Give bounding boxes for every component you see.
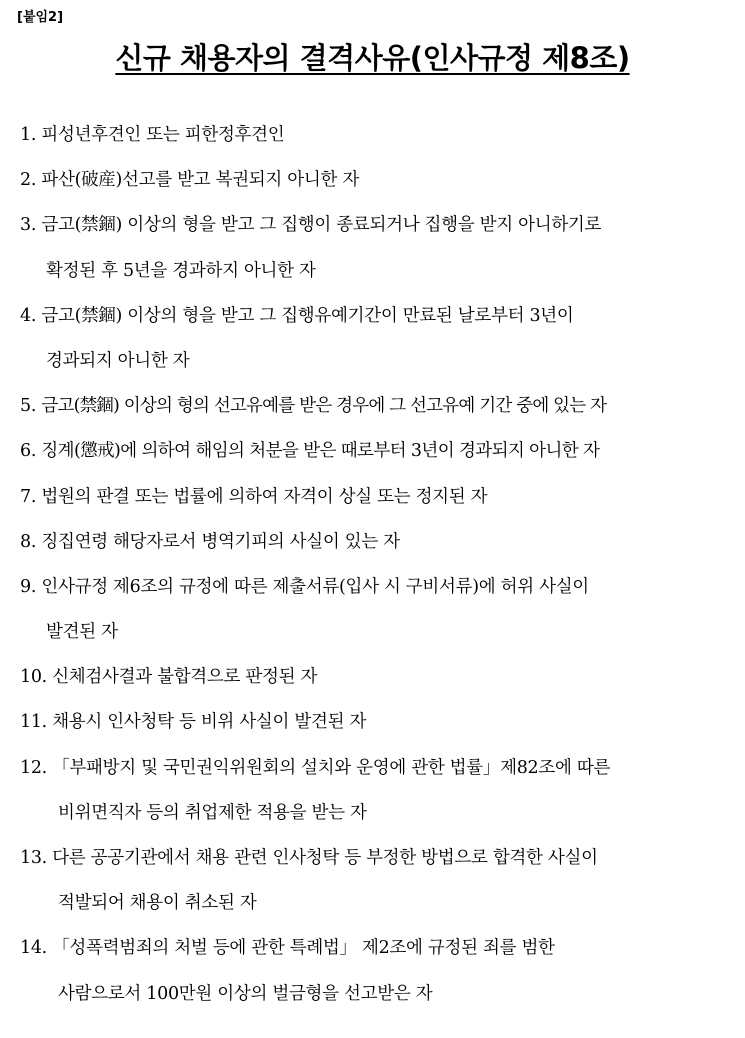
list-item-line [20, 482, 735, 527]
item-number: 11. [20, 712, 47, 733]
list-item-line [20, 843, 735, 888]
item-number: 2. [20, 170, 37, 191]
item-number: 5. [20, 396, 37, 417]
list-item [20, 391, 735, 436]
attachment-tag: [붙임2] [17, 10, 64, 25]
item-text: 인사규정 제6조의 규정에 따른 제출서류(입사 시 구비서류)에 허위 사실이 [41, 576, 589, 597]
list-item [20, 482, 735, 527]
disqualification-list [20, 120, 735, 1024]
list-item-line [20, 753, 735, 798]
item-number: 6. [20, 441, 37, 462]
item-number: 13. [20, 848, 47, 868]
item-text: 사람으로서 100만원 이상의 벌금형을 선고받은 자 [58, 983, 433, 1004]
item-number: 10. [20, 667, 47, 688]
list-item-continuation [20, 888, 735, 933]
item-text: 법원의 판결 또는 법률에 의하여 자격이 상실 또는 정지된 자 [41, 486, 488, 507]
list-item-continuation [20, 346, 735, 391]
item-text: 채용시 인사청탁 등 비위 사실이 발견된 자 [52, 712, 367, 733]
list-item [20, 933, 735, 1023]
list-item [20, 301, 735, 391]
list-item [20, 707, 735, 752]
item-text: 금고(禁錮) 이상의 형을 받고 그 집행이 종료되거나 집행을 받지 아니하기로 [41, 215, 602, 236]
list-item [20, 210, 735, 300]
list-item-continuation [20, 256, 735, 301]
list-item-line [20, 572, 735, 617]
item-text: 다른 공공기관에서 채용 관련 인사청탁 등 부정한 방법으로 합격한 사실이 [52, 848, 598, 868]
item-number: 9. [20, 576, 37, 597]
item-number: 3. [20, 215, 37, 236]
list-item [20, 436, 735, 481]
list-item-line [20, 165, 735, 210]
list-item-continuation [20, 979, 735, 1024]
list-item [20, 753, 735, 843]
item-text: 적발되어 채용이 취소된 자 [58, 893, 257, 914]
item-number: 1. [20, 125, 37, 145]
item-text: 발견된 자 [46, 622, 118, 643]
list-item-line [20, 527, 735, 572]
list-item-line [20, 707, 735, 752]
item-number: 12. [20, 757, 47, 778]
item-number: 8. [20, 531, 37, 552]
item-text: 확정된 후 5년을 경과하지 아니한 자 [46, 260, 316, 281]
list-item [20, 527, 735, 572]
item-text: 징집연령 해당자로서 병역기피의 사실이 있는 자 [41, 531, 400, 552]
item-number: 7. [20, 486, 37, 507]
item-text: 비위면직자 등의 취업제한 적용을 받는 자 [58, 802, 367, 823]
item-text: 「부패방지 및 국민권익위원회의 설치와 운영에 관한 법률」제82조에 따른 [52, 757, 611, 778]
item-number: 4. [20, 305, 37, 326]
list-item [20, 662, 735, 707]
item-text: 징계(懲戒)에 의하여 해임의 처분을 받은 때로부터 3년이 경과되지 아니한 자 [41, 441, 600, 462]
item-text: 금고(禁錮) 이상의 형을 받고 그 집행유예기간이 만료된 날로부터 3년이 [41, 305, 574, 326]
list-item [20, 120, 735, 165]
item-text: 신체검사결과 불합격으로 판정된 자 [52, 667, 318, 688]
item-text: 경과되지 아니한 자 [46, 350, 190, 371]
document-title: 신규 채용자의 결격사유(인사규정 제8조) [115, 41, 630, 75]
list-item-continuation [20, 798, 735, 843]
list-item-line [20, 933, 735, 978]
list-item [20, 572, 735, 662]
item-text: 피성년후견인 또는 피한정후견인 [41, 125, 285, 145]
document-title-wrapper [0, 36, 745, 77]
list-item-line [20, 210, 735, 255]
item-text: 금고(禁錮) 이상의 형의 선고유예를 받은 경우에 그 선고유예 기간 중에 있는 자 [41, 396, 607, 417]
list-item-line [20, 436, 735, 481]
item-text: 파산(破産)선고를 받고 복권되지 아니한 자 [41, 170, 359, 191]
list-item-line [20, 662, 735, 707]
item-text: 「성폭력범죄의 처벌 등에 관한 특례법」 제2조에 규정된 죄를 범한 [52, 938, 555, 959]
list-item-line [20, 120, 735, 165]
list-item-line [20, 391, 735, 436]
list-item-continuation [20, 617, 735, 662]
item-number: 14. [20, 938, 47, 959]
list-item-line [20, 301, 735, 346]
list-item [20, 165, 735, 210]
list-item [20, 843, 735, 933]
